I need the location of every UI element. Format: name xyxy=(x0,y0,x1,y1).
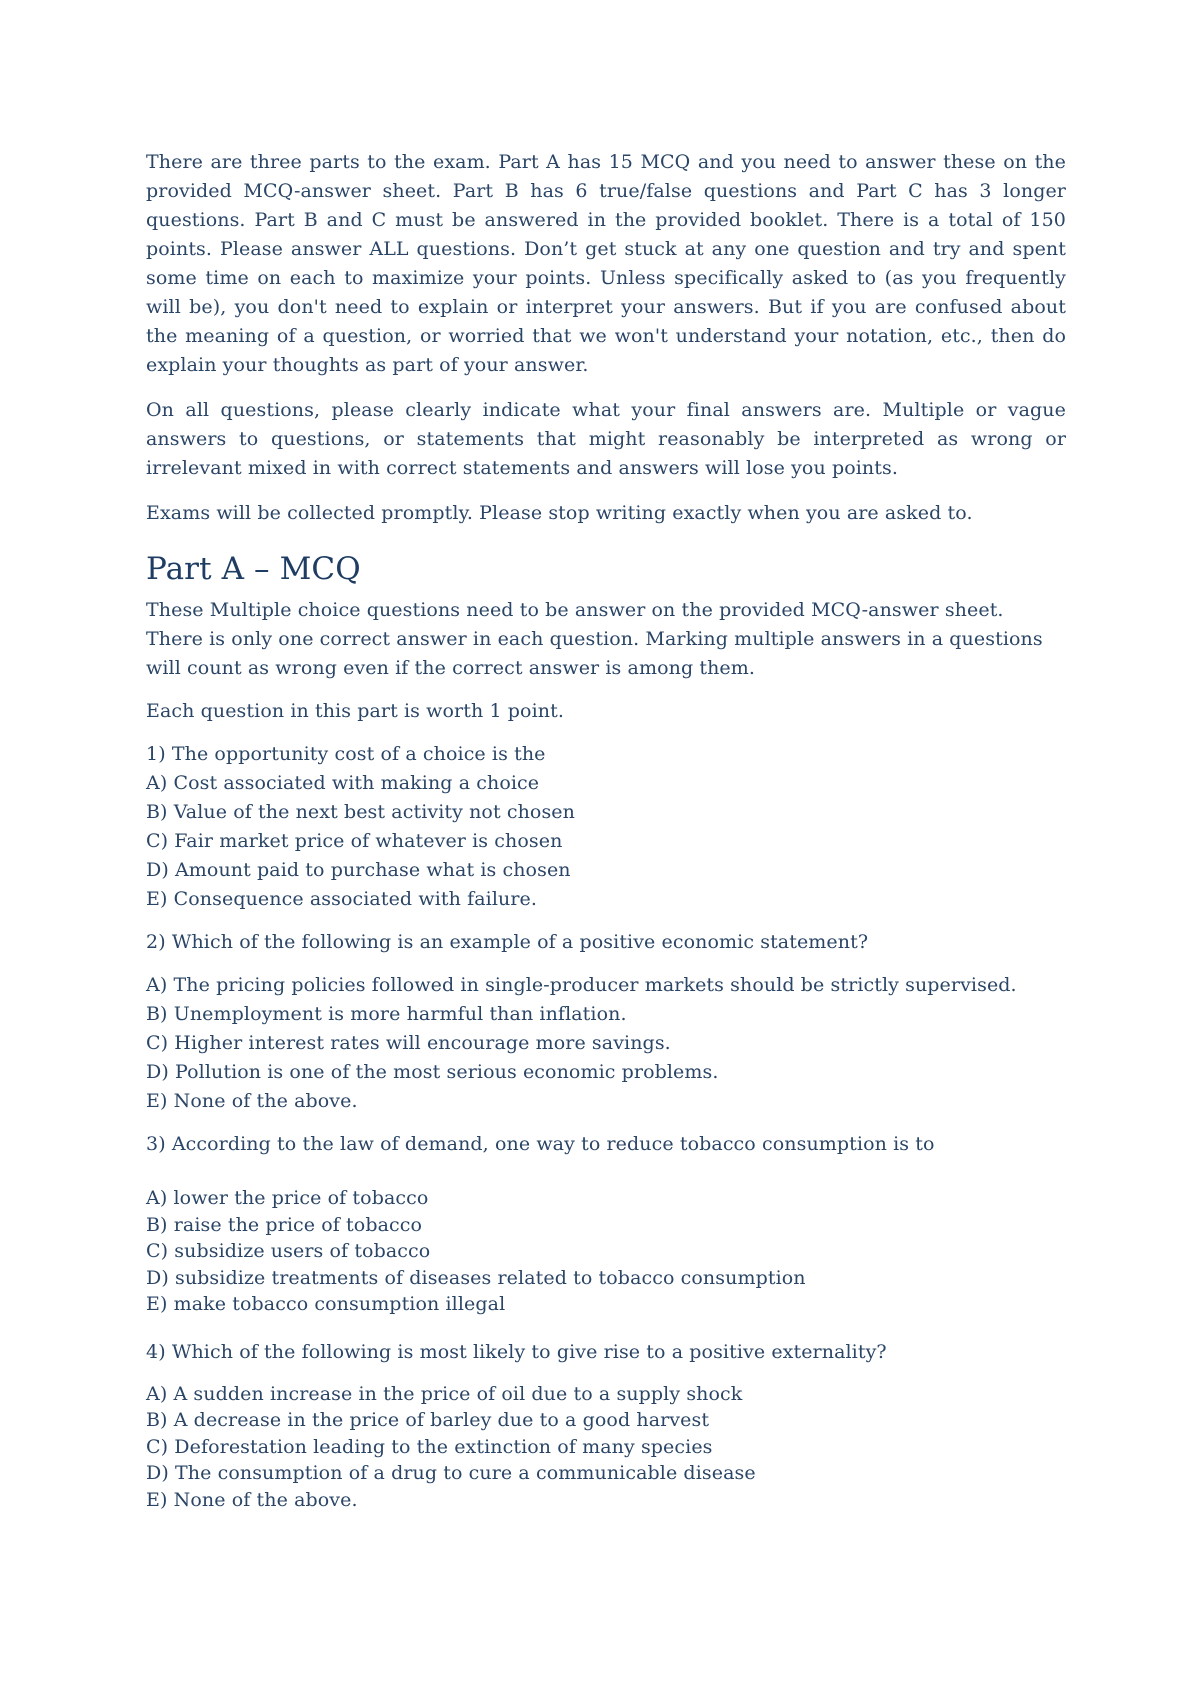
instructions-section xyxy=(146,148,1066,528)
instructions-paragraph-2: On all questions, please clearly indicate what your final answers are. Multiple or vague answers to questions, or statements that might reasonably be interpreted as wrong or irrelevant mixed in with correct statements and answers will lose you points. xyxy=(146,399,1066,479)
question-3-option-d: D) subsidize treatments of diseases related to tobacco consumption xyxy=(146,1266,806,1289)
instructions-paragraph-1: There are three parts to the exam. Part A has 15 MCQ and you need to answer these on the provided MCQ-answer sheet. Part B has 6 true/false questions and Part C has 3 longer questions. Part B and C must be answered in the provided booklet. There is a total of 150 points. Please answer ALL questions. Don’t get stuck at any one question and try and spent some time on each to maximize your points. Unless specifically asked to (as you frequently will be), you don't need to explain or interpret your answers. But if you are confused about the meaning of a question, or worried that we won't understand your notation, etc., then do explain your thoughts as part of your answer. xyxy=(146,151,1066,376)
exam-page xyxy=(146,148,1066,1513)
question-3-option-c: C) subsidize users of tobacco xyxy=(146,1240,431,1262)
question-1-text: 1) The opportunity cost of a choice is the xyxy=(146,743,546,765)
question-3-option-a: A) lower the price of tobacco xyxy=(146,1187,429,1209)
question-1-options xyxy=(146,769,1066,914)
question-1-option-a: A) Cost associated with making a choice xyxy=(146,772,540,794)
question-4 xyxy=(146,1338,1066,1514)
question-1 xyxy=(146,740,1066,914)
question-4-option-c: C) Deforestation leading to the extinction of many species xyxy=(146,1435,713,1458)
question-3 xyxy=(146,1130,1066,1318)
question-2-option-b: B) Unemployment is more harmful than inflation. xyxy=(146,1003,627,1025)
question-1-option-c: C) Fair market price of whatever is chosen xyxy=(146,830,563,852)
question-2-option-e: E) None of the above. xyxy=(146,1090,358,1112)
part-a-heading: Part A – MCQ xyxy=(146,551,361,587)
question-3-text: 3) According to the law of demand, one way to reduce tobacco consumption is to xyxy=(146,1133,935,1155)
question-2-options xyxy=(146,971,1066,1116)
part-a-section xyxy=(146,550,1066,1513)
question-4-text: 4) Which of the following is most likely to give rise to a positive externality? xyxy=(146,1340,887,1363)
question-2-option-d: D) Pollution is one of the most serious economic problems. xyxy=(146,1061,719,1083)
question-4-option-a: A) A sudden increase in the price of oil due to a supply shock xyxy=(146,1382,743,1405)
part-a-worth: Each question in this part is worth 1 point. xyxy=(146,700,564,722)
question-2-option-c: C) Higher interest rates will encourage more savings. xyxy=(146,1032,671,1054)
question-4-options xyxy=(146,1381,1066,1514)
question-3-option-e: E) make tobacco consumption illegal xyxy=(146,1293,506,1315)
question-2 xyxy=(146,928,1066,1116)
question-3-option-b: B) raise the price of tobacco xyxy=(146,1213,423,1236)
part-a-intro: These Multiple choice questions need to be answer on the provided MCQ-answer sheet. There is only one correct answer in each question. Marking multiple answers in a questions will count as wrong even if the correct answer is among them. xyxy=(146,599,1043,679)
question-4-option-b: B) A decrease in the price of barley due to a good harvest xyxy=(146,1409,710,1431)
instructions-paragraph-3: Exams will be collected promptly. Please stop writing exactly when you are asked to. xyxy=(146,502,973,524)
question-2-option-a: A) The pricing policies followed in single-producer markets should be strictly supervised. xyxy=(146,974,1017,996)
question-1-option-b: B) Value of the next best activity not chosen xyxy=(146,801,575,823)
question-1-option-d: D) Amount paid to purchase what is chosen xyxy=(146,859,571,881)
question-2-text: 2) Which of the following is an example of a positive economic statement? xyxy=(146,931,869,953)
question-3-options xyxy=(146,1185,1066,1318)
question-4-option-e: E) None of the above. xyxy=(146,1488,358,1511)
question-1-option-e: E) Consequence associated with failure. xyxy=(146,888,537,910)
question-4-option-d: D) The consumption of a drug to cure a communicable disease xyxy=(146,1462,756,1484)
